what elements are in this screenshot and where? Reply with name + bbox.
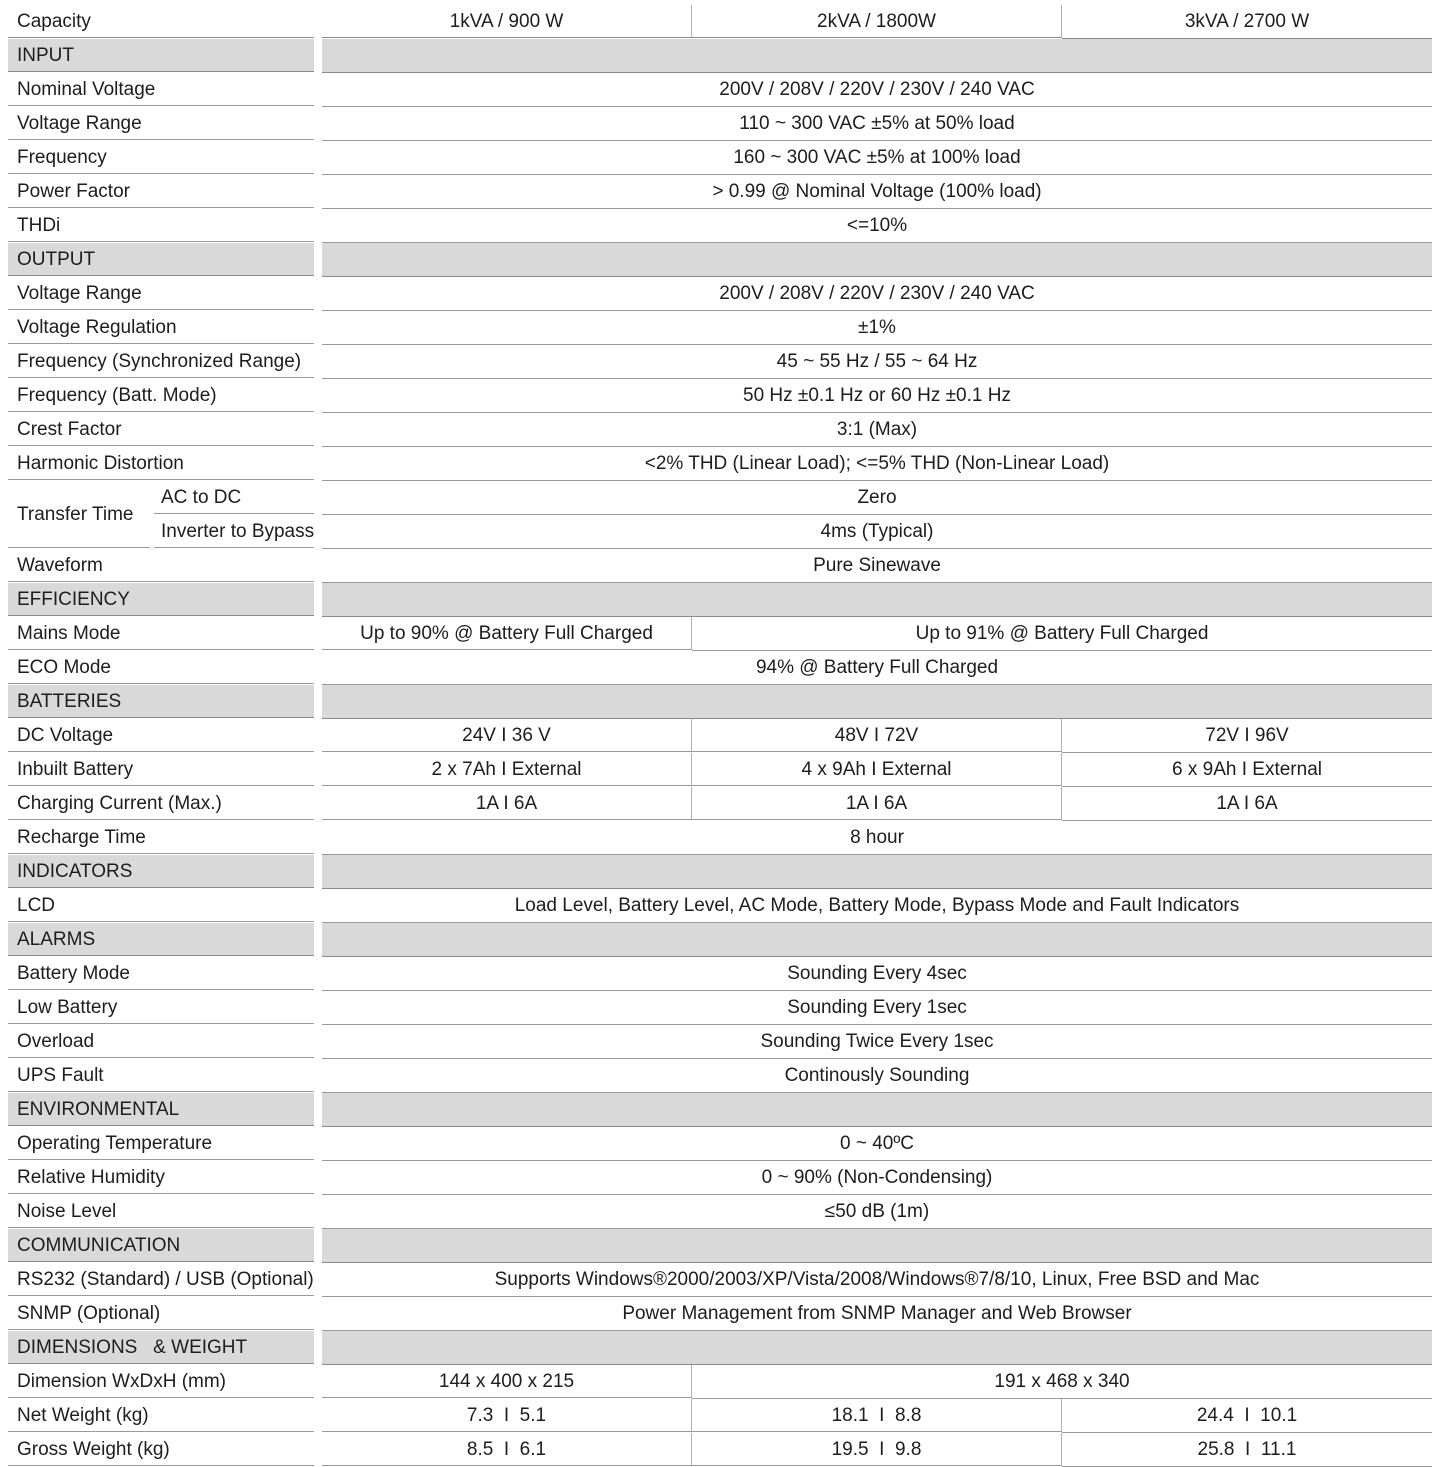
row-value: 45 ~ 55 Hz / 55 ~ 64 Hz [322, 345, 1432, 379]
row-value: 160 ~ 300 VAC ±5% at 100% load [322, 141, 1432, 175]
section-title: DIMENSIONS & WEIGHT [8, 1331, 314, 1364]
row-value: 1A I 6A [692, 787, 1062, 820]
row-value: Pure Sinewave [322, 549, 1432, 583]
row-value: 1A I 6A [1062, 787, 1432, 821]
table-row [8, 73, 1432, 107]
row-value: 25.8 I 11.1 [1062, 1433, 1432, 1467]
section-title: EFFICIENCY [8, 583, 314, 616]
row-label: Frequency (Batt. Mode) [8, 379, 314, 412]
row-label: Power Factor [8, 175, 314, 208]
section-environmental [8, 1093, 1432, 1127]
table-row [8, 821, 1432, 855]
table-row [8, 141, 1432, 175]
row-value: 1A I 6A [322, 787, 692, 820]
row-label: RS232 (Standard) / USB (Optional) [8, 1263, 314, 1296]
section-output [8, 243, 1432, 277]
row-label: Waveform [8, 549, 314, 582]
row-value: 3:1 (Max) [322, 413, 1432, 447]
table-row [8, 787, 1432, 821]
row-value: Supports Windows®2000/2003/XP/Vista/2008/Windows®7/8/10, Linux, Free BSD and Mac [322, 1263, 1432, 1297]
table-row [8, 1025, 1432, 1059]
section-title: INDICATORS [8, 855, 314, 888]
row-value: 7.3 I 5.1 [322, 1399, 692, 1432]
row-value: 24.4 I 10.1 [1062, 1399, 1432, 1433]
section-efficiency [8, 583, 1432, 617]
model-2kva: 2kVA / 1800W [692, 5, 1062, 38]
row-label: Relative Humidity [8, 1161, 314, 1194]
table-row [8, 209, 1432, 243]
row-label: SNMP (Optional) [8, 1297, 314, 1330]
table-row [8, 889, 1432, 923]
row-value: Up to 90% @ Battery Full Charged [322, 617, 692, 650]
row-label: Mains Mode [8, 617, 314, 650]
transfer-value: Zero [322, 481, 1432, 515]
transfer-time-label: Transfer Time [8, 481, 150, 548]
table-row [8, 1059, 1432, 1093]
row-value: Sounding Every 1sec [322, 991, 1432, 1025]
transfer-time-group [8, 481, 1432, 549]
section-indicators [8, 855, 1432, 889]
table-row [8, 413, 1432, 447]
row-label: Frequency (Synchronized Range) [8, 345, 314, 378]
row-label: Battery Mode [8, 957, 314, 990]
section-title: ENVIRONMENTAL [8, 1093, 314, 1126]
row-value: 0 ~ 40ºC [322, 1127, 1432, 1161]
section-input [8, 39, 1432, 73]
section-title: BATTERIES [8, 685, 314, 718]
row-value: <2% THD (Linear Load); <=5% THD (Non-Linear Load) [322, 447, 1432, 481]
row-value: 24V I 36 V [322, 719, 692, 752]
section-dimensions-weight [8, 1331, 1432, 1365]
row-label: ECO Mode [8, 651, 314, 684]
row-label: Net Weight (kg) [8, 1399, 314, 1432]
row-value: Sounding Twice Every 1sec [322, 1025, 1432, 1059]
table-row [8, 651, 1432, 685]
row-label: Dimension WxDxH (mm) [8, 1365, 314, 1398]
row-value: 48V I 72V [692, 719, 1062, 752]
section-title: INPUT [8, 39, 314, 72]
row-value: Load Level, Battery Level, AC Mode, Battery Mode, Bypass Mode and Fault Indicators [322, 889, 1432, 923]
row-label: Charging Current (Max.) [8, 787, 314, 820]
table-row [8, 447, 1432, 481]
row-value: 19.5 I 9.8 [692, 1433, 1062, 1466]
table-row [8, 277, 1432, 311]
model-3kva: 3kVA / 2700 W [1062, 5, 1432, 39]
table-row [8, 1399, 1432, 1433]
row-value: 110 ~ 300 VAC ±5% at 50% load [322, 107, 1432, 141]
table-row [8, 957, 1432, 991]
row-label: Low Battery [8, 991, 314, 1024]
table-row [8, 1365, 1432, 1399]
row-value: 94% @ Battery Full Charged [322, 651, 1432, 685]
row-value: 200V / 208V / 220V / 230V / 240 VAC [322, 73, 1432, 107]
table-row [8, 1195, 1432, 1229]
row-value: 50 Hz ±0.1 Hz or 60 Hz ±0.1 Hz [322, 379, 1432, 413]
row-value: 18.1 I 8.8 [692, 1399, 1062, 1432]
capacity-label: Capacity [8, 5, 314, 38]
row-label: Harmonic Distortion [8, 447, 314, 480]
row-value: Sounding Every 4sec [322, 957, 1432, 991]
section-communication [8, 1229, 1432, 1263]
table-row [8, 991, 1432, 1025]
table-row [8, 549, 1432, 583]
table-row [8, 1127, 1432, 1161]
row-value: ±1% [322, 311, 1432, 345]
transfer-value: 4ms (Typical) [322, 515, 1432, 549]
capacity-header-row [8, 5, 1432, 39]
table-row [8, 345, 1432, 379]
table-row [8, 1263, 1432, 1297]
transfer-sub-label: AC to DC [154, 481, 314, 514]
row-value: 4 x 9Ah I External [692, 753, 1062, 786]
section-title: COMMUNICATION [8, 1229, 314, 1262]
row-label: Gross Weight (kg) [8, 1433, 314, 1466]
table-row [8, 311, 1432, 345]
table-row [8, 379, 1432, 413]
table-row [8, 1433, 1432, 1467]
row-label: Voltage Range [8, 107, 314, 140]
row-value: Up to 91% @ Battery Full Charged [692, 617, 1432, 651]
row-value: 72V I 96V [1062, 719, 1432, 753]
row-value: 8 hour [322, 821, 1432, 855]
row-value: 191 x 468 x 340 [692, 1365, 1432, 1399]
table-row [8, 719, 1432, 753]
table-row [8, 1297, 1432, 1331]
row-label: Operating Temperature [8, 1127, 314, 1160]
row-value: Continously Sounding [322, 1059, 1432, 1093]
row-label: Voltage Regulation [8, 311, 314, 344]
row-label: Overload [8, 1025, 314, 1058]
model-1kva: 1kVA / 900 W [322, 5, 692, 38]
table-row [8, 1161, 1432, 1195]
section-title: ALARMS [8, 923, 314, 956]
table-row [8, 753, 1432, 787]
section-alarms [8, 923, 1432, 957]
row-label: Inbuilt Battery [8, 753, 314, 786]
table-row [8, 175, 1432, 209]
row-value: 2 x 7Ah I External [322, 753, 692, 786]
row-label: Crest Factor [8, 413, 314, 446]
row-label: DC Voltage [8, 719, 314, 752]
table-row [8, 107, 1432, 141]
row-label: Nominal Voltage [8, 73, 314, 106]
row-value: <=10% [322, 209, 1432, 243]
section-title: OUTPUT [8, 243, 314, 276]
row-label: Frequency [8, 141, 314, 174]
row-label: Noise Level [8, 1195, 314, 1228]
row-value: 8.5 I 6.1 [322, 1433, 692, 1466]
row-value: 200V / 208V / 220V / 230V / 240 VAC [322, 277, 1432, 311]
section-batteries [8, 685, 1432, 719]
row-label: THDi [8, 209, 314, 242]
row-value: ≤50 dB (1m) [322, 1195, 1432, 1229]
row-value: > 0.99 @ Nominal Voltage (100% load) [322, 175, 1432, 209]
table-row [8, 617, 1432, 651]
row-label: Recharge Time [8, 821, 314, 854]
row-value: 144 x 400 x 215 [322, 1365, 692, 1398]
row-label: Voltage Range [8, 277, 314, 310]
transfer-sub-label: Inverter to Bypass [154, 515, 314, 548]
row-value: Power Management from SNMP Manager and Web Browser [322, 1297, 1432, 1331]
row-value: 6 x 9Ah I External [1062, 753, 1432, 787]
row-value: 0 ~ 90% (Non-Condensing) [322, 1161, 1432, 1195]
row-label: UPS Fault [8, 1059, 314, 1092]
row-label: LCD [8, 889, 314, 922]
